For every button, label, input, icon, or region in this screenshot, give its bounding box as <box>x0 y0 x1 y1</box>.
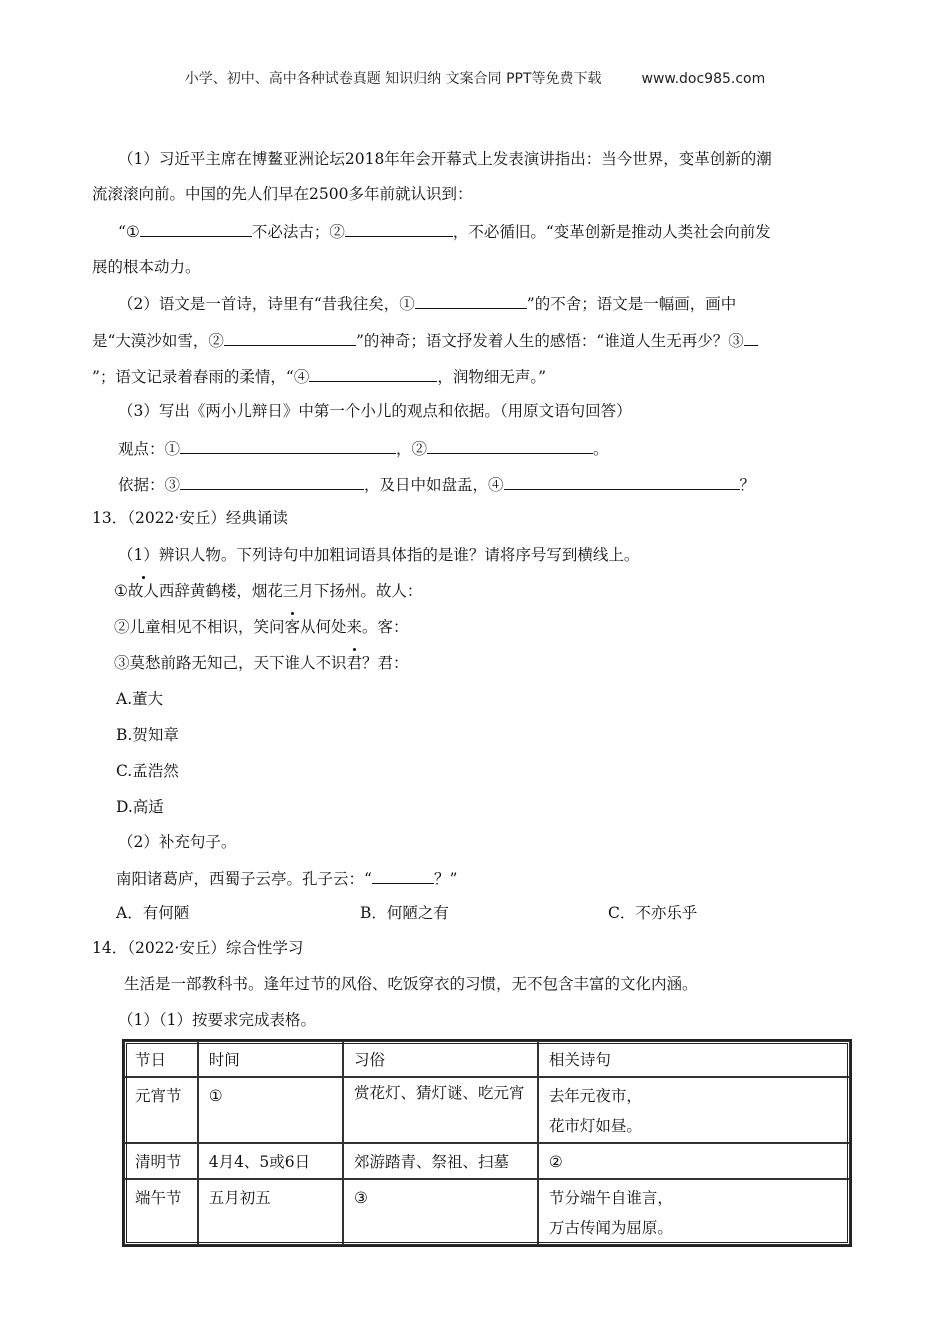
text: 观点：① <box>118 440 181 458</box>
cell-time: 4月4、5或6日 <box>198 1143 343 1179</box>
table-header-row <box>124 1041 850 1077</box>
answer-blank-2[interactable] <box>345 220 453 237</box>
q12-part1-line3 <box>118 220 771 242</box>
text: （2）语文是一首诗，诗里有“昔我往矣，① <box>118 295 415 313</box>
poem-line: 花市灯如昼。 <box>548 1117 642 1135</box>
text: ？君： <box>362 654 409 672</box>
answer-blank-1[interactable] <box>180 437 396 454</box>
answer-blank[interactable] <box>372 867 434 884</box>
text: ① <box>114 582 128 600</box>
q12-part3-line1: （3）写出《两小儿辩日》中第一个小儿的观点和依据。（用原文语句回答） <box>118 402 632 420</box>
emphasized-word: 君 <box>346 654 363 672</box>
text: ？” <box>433 870 458 888</box>
text: ③莫愁前路无知己，天下谁人不识 <box>114 654 347 672</box>
cell-custom[interactable]: ③ <box>343 1179 538 1245</box>
text: ”；语文记录着春雨的柔情，“④ <box>92 368 310 386</box>
text: 从何处来。客： <box>300 618 409 636</box>
festival-table <box>122 1039 852 1247</box>
cell-festival: 端午节 <box>124 1179 198 1245</box>
answer-blank-3[interactable] <box>744 329 758 346</box>
text: 是“大漠沙如雪，② <box>92 332 224 350</box>
q12-part2-line2 <box>92 329 758 351</box>
q13-poem-line2 <box>114 617 409 637</box>
emphasized-word: 故人 <box>127 582 159 600</box>
q12-part2-line1 <box>118 292 736 314</box>
cell-festival: 清明节 <box>124 1143 198 1179</box>
cell-custom: 赏花灯、猜灯谜、吃元宵 <box>343 1077 538 1143</box>
answer-blank-2[interactable] <box>427 437 593 454</box>
text: 依据：③ <box>118 476 181 494</box>
poem-line: 去年元夜市， <box>548 1087 642 1105</box>
q12-part2-line3 <box>92 365 546 387</box>
text: 不必法古；② <box>251 223 345 241</box>
header-time: 时间 <box>198 1041 343 1077</box>
text: ”的神奇；语文抒发着人生的感悟：“谁道人生无再少？③ <box>355 332 744 350</box>
text: ②儿童相见不相识，笑问 <box>114 618 285 636</box>
q12-part1-line4: 展的根本动力。 <box>92 258 201 276</box>
cell-poem[interactable]: ② <box>538 1143 850 1179</box>
q13-option-b[interactable]: B.贺知章 <box>116 726 179 744</box>
answer-blank-3[interactable] <box>180 473 364 490</box>
answer-blank-1[interactable] <box>415 292 527 309</box>
cell-custom: 郊游踏青、祭祖、扫墓 <box>343 1143 538 1179</box>
q14-sub1: （1）（1）按要求完成表格。 <box>118 1011 316 1029</box>
header-custom: 习俗 <box>343 1041 538 1077</box>
answer-blank-2[interactable] <box>224 329 356 346</box>
answer-blank-1[interactable] <box>140 220 252 237</box>
choice-b[interactable]: B．何陋之有 <box>360 904 449 922</box>
q13-sentence <box>116 867 457 889</box>
choice-a[interactable]: A．有何陋 <box>116 904 190 922</box>
choice-c[interactable]: C．不亦乐乎 <box>608 904 698 922</box>
q14-intro: 生活是一部教科书。逢年过节的风俗、吃饭穿衣的习惯，无不包含丰富的文化内涵。 <box>124 975 698 993</box>
emphasized-word: 客 <box>284 618 301 636</box>
q13-poem-line1 <box>114 581 422 601</box>
q12-part3-line3 <box>118 473 755 495</box>
q13-sub1: （1）辨识人物。下列诗句中加粗词语具体指的是谁？请将序号写到横线上。 <box>118 546 640 564</box>
cell-time: 五月初五 <box>198 1179 343 1245</box>
q13-choices <box>116 903 697 923</box>
text: ”的不舍；语文是一幅画，画中 <box>526 295 737 313</box>
text: 南阳诸葛庐，西蜀子云亭。孔子云：“ <box>116 870 372 888</box>
q13-option-c[interactable]: C.孟浩然 <box>116 762 179 780</box>
q12-part1-line1: （1）习近平主席在博鳌亚洲论坛2018年年会开幕式上发表演讲指出：当今世界，变革创新的潮 <box>118 150 772 168</box>
poem-line: 节分端午自谁言， <box>548 1189 673 1207</box>
cell-poem <box>538 1179 850 1245</box>
q13-poem-line3 <box>114 653 409 673</box>
cell-time[interactable]: ① <box>198 1077 343 1143</box>
q13-option-a[interactable]: A.董大 <box>116 690 164 708</box>
text: ，及日中如盘盂，④ <box>364 476 504 494</box>
table-row <box>124 1143 850 1179</box>
cell-poem <box>538 1077 850 1143</box>
text: ，润物细无声。” <box>437 368 547 386</box>
text: 西辞黄鹤楼，烟花三月下扬州。故人： <box>158 582 423 600</box>
text: 。 <box>593 440 609 458</box>
cell-festival: 元宵节 <box>124 1077 198 1143</box>
text: ，不必循旧。“变革创新是推动人类社会向前发 <box>452 223 771 241</box>
text: ，② <box>396 440 428 458</box>
q13-option-d[interactable]: D.高适 <box>116 798 164 816</box>
answer-blank-4[interactable] <box>504 473 740 490</box>
table-row <box>124 1179 850 1245</box>
table-row <box>124 1077 850 1143</box>
header-text: 小学、初中、高中各种试卷真题 知识归纳 文案合同 PPT等免费下载 <box>184 71 602 87</box>
header-poem: 相关诗句 <box>538 1041 850 1077</box>
header-url[interactable]: www.doc985.com <box>641 71 766 87</box>
answer-blank-4[interactable] <box>309 365 437 382</box>
text: “① <box>118 223 140 241</box>
q13-sub2: （2）补充句子。 <box>118 833 237 851</box>
text: ？ <box>739 476 756 494</box>
poem-line: 万古传闻为屈原。 <box>548 1219 673 1237</box>
header-festival: 节日 <box>124 1041 198 1077</box>
q12-part3-line2 <box>118 437 609 459</box>
q13-title: 13．（2022·安丘）经典诵读 <box>92 509 288 527</box>
page-header <box>0 68 950 88</box>
q12-part1-line2: 流滚滚向前。中国的先人们早在2500多年前就认识到： <box>92 185 473 203</box>
q14-title: 14．（2022·安丘）综合性学习 <box>92 939 304 957</box>
